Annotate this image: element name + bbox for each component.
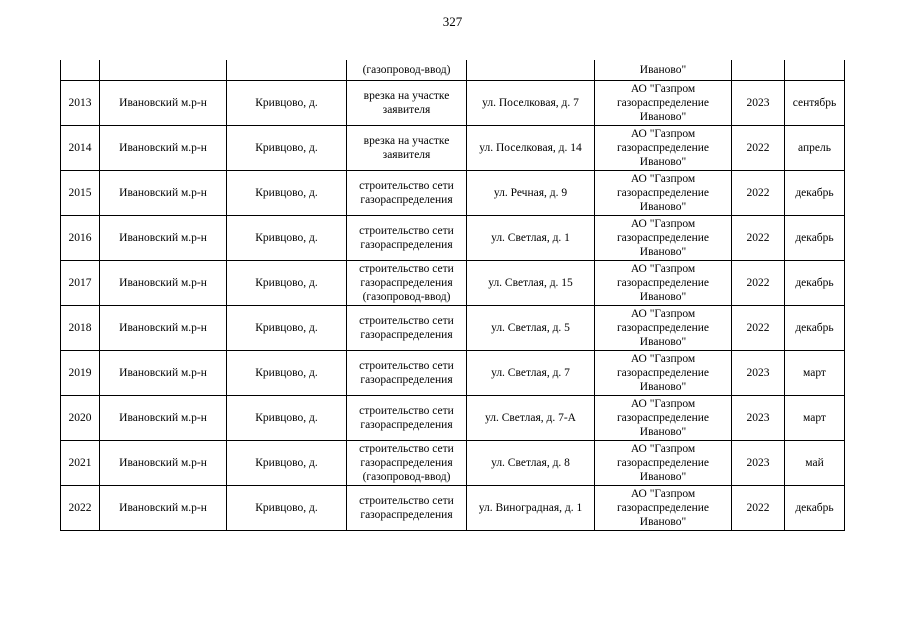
cell-work: строительство сети газораспределения [347,171,467,216]
cell-address: ул. Светлая, д. 7 [467,351,595,396]
cell-settlement: Кривцово, д. [227,171,347,216]
cell-settlement: Кривцово, д. [227,351,347,396]
cell-month: март [785,351,845,396]
cell-address: ул. Светлая, д. 15 [467,261,595,306]
cell-year: 2023 [732,351,785,396]
cell-year: 2022 [732,261,785,306]
cell-district: Ивановский м.р-н [100,216,227,261]
cell-district [100,60,227,81]
cell-month: декабрь [785,486,845,531]
table-row [61,216,845,261]
table-row [61,261,845,306]
cell-district: Ивановский м.р-н [100,351,227,396]
cell-work: строительство сети газораспределения (газопровод-ввод) [347,261,467,306]
cell-month: декабрь [785,261,845,306]
cell-year: 2022 [732,171,785,216]
cell-number [61,60,100,81]
cell-work: врезка на участке заявителя [347,126,467,171]
cell-settlement: Кривцово, д. [227,486,347,531]
table-row [61,351,845,396]
cell-organization: АО "Газпром газораспределение Иваново" [595,486,732,531]
table-row [61,306,845,351]
cell-district: Ивановский м.р-н [100,261,227,306]
cell-month: декабрь [785,171,845,216]
cell-number: 2020 [61,396,100,441]
cell-address: ул. Светлая, д. 8 [467,441,595,486]
cell-district: Ивановский м.р-н [100,486,227,531]
cell-settlement: Кривцово, д. [227,126,347,171]
cell-work: строительство сети газораспределения [347,351,467,396]
cell-year: 2022 [732,216,785,261]
cell-address: ул. Светлая, д. 5 [467,306,595,351]
table-row [61,81,845,126]
cell-number: 2019 [61,351,100,396]
cell-district: Ивановский м.р-н [100,306,227,351]
cell-month: декабрь [785,216,845,261]
cell-year: 2022 [732,486,785,531]
cell-settlement: Кривцово, д. [227,261,347,306]
cell-number: 2015 [61,171,100,216]
cell-month: март [785,396,845,441]
cell-month: май [785,441,845,486]
table-row [61,441,845,486]
cell-month [785,60,845,81]
cell-year: 2023 [732,396,785,441]
cell-organization: АО "Газпром газораспределение Иваново" [595,306,732,351]
cell-work: строительство сети газораспределения [347,486,467,531]
cell-organization: АО "Газпром газораспределение Иваново" [595,81,732,126]
cell-work: строительство сети газораспределения [347,306,467,351]
cell-organization: АО "Газпром газораспределение Иваново" [595,261,732,306]
cell-year: 2023 [732,81,785,126]
table-row [61,171,845,216]
cell-organization: АО "Газпром газораспределение Иваново" [595,216,732,261]
cell-month: апрель [785,126,845,171]
cell-address: ул. Виноградная, д. 1 [467,486,595,531]
cell-address: ул. Речная, д. 9 [467,171,595,216]
cell-district: Ивановский м.р-н [100,81,227,126]
cell-organization: АО "Газпром газораспределение Иваново" [595,171,732,216]
cell-settlement: Кривцово, д. [227,441,347,486]
cell-number: 2016 [61,216,100,261]
table-body [61,60,845,531]
cell-district: Ивановский м.р-н [100,126,227,171]
cell-settlement: Кривцово, д. [227,216,347,261]
cell-district: Ивановский м.р-н [100,396,227,441]
cell-address: ул. Светлая, д. 1 [467,216,595,261]
cell-work: врезка на участке заявителя [347,81,467,126]
table-row [61,396,845,441]
registry-table [60,60,845,531]
cell-number: 2018 [61,306,100,351]
cell-number: 2014 [61,126,100,171]
cell-address [467,60,595,81]
cell-year: 2022 [732,126,785,171]
cell-number: 2017 [61,261,100,306]
cell-settlement: Кривцово, д. [227,81,347,126]
cell-number: 2013 [61,81,100,126]
cell-district: Ивановский м.р-н [100,441,227,486]
cell-organization: Иваново" [595,60,732,81]
cell-settlement [227,60,347,81]
cell-work: строительство сети газораспределения (газопровод-ввод) [347,441,467,486]
page-number: 327 [442,14,463,29]
cell-month: сентябрь [785,81,845,126]
cell-address: ул. Поселковая, д. 14 [467,126,595,171]
cell-number: 2022 [61,486,100,531]
table-row-continued [61,60,845,81]
cell-address: ул. Поселковая, д. 7 [467,81,595,126]
cell-year: 2023 [732,441,785,486]
cell-work: (газопровод-ввод) [347,60,467,81]
cell-month: декабрь [785,306,845,351]
cell-work: строительство сети газораспределения [347,216,467,261]
cell-year [732,60,785,81]
table-row [61,126,845,171]
cell-organization: АО "Газпром газораспределение Иваново" [595,126,732,171]
cell-work: строительство сети газораспределения [347,396,467,441]
cell-number: 2021 [61,441,100,486]
cell-organization: АО "Газпром газораспределение Иваново" [595,351,732,396]
table-row [61,486,845,531]
cell-organization: АО "Газпром газораспределение Иваново" [595,441,732,486]
cell-settlement: Кривцово, д. [227,306,347,351]
cell-year: 2022 [732,306,785,351]
cell-settlement: Кривцово, д. [227,396,347,441]
cell-address: ул. Светлая, д. 7-А [467,396,595,441]
cell-district: Ивановский м.р-н [100,171,227,216]
cell-organization: АО "Газпром газораспределение Иваново" [595,396,732,441]
